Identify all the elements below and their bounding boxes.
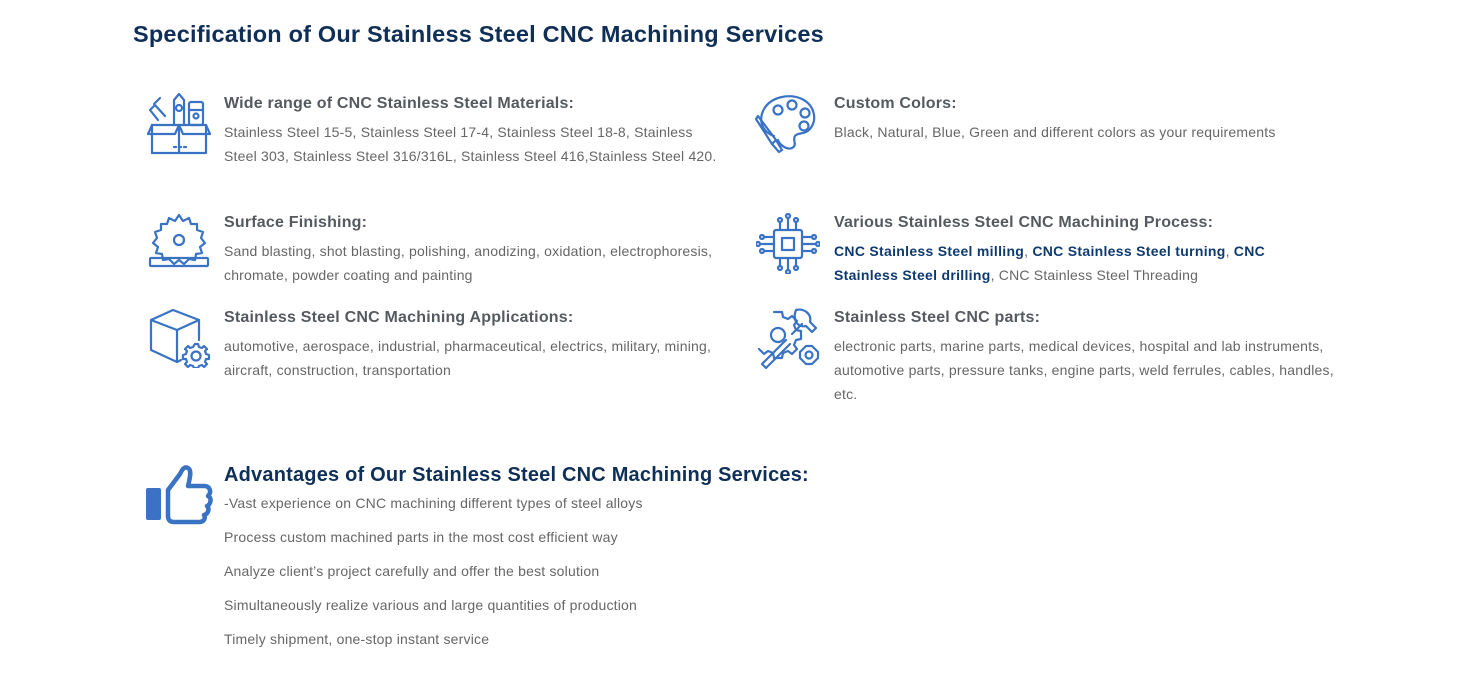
- list-item: Simultaneously realize various and large quantities of production: [224, 597, 638, 613]
- colors-text: Black, Natural, Blue, Green and different colors as your requirements: [834, 124, 1276, 140]
- list-item: Process custom machined parts in the most cost efficient way: [224, 529, 618, 545]
- toolbox-icon: [146, 92, 212, 158]
- process-heading: Various Stainless Steel CNC Machining Process:: [834, 214, 1214, 231]
- page-title: Specification of Our Stainless Steel CNC Machining Services: [133, 21, 824, 47]
- finishing-heading: Surface Finishing:: [224, 214, 368, 231]
- materials-heading: Wide range of CNC Stainless Steel Materials:: [224, 95, 575, 112]
- wrench-gear-icon: [756, 306, 820, 370]
- process-separator: ,: [1024, 243, 1033, 259]
- process-tail: , CNC Stainless Steel Threading: [990, 267, 1199, 283]
- milling-link[interactable]: CNC Stainless Steel milling: [834, 243, 1025, 259]
- turning-link[interactable]: CNC Stainless Steel turning: [1032, 243, 1226, 259]
- list-item: Timely shipment, one-stop instant service: [224, 631, 490, 647]
- drilling-link[interactable]: CNC Stainless Steel drilling: [834, 243, 1266, 283]
- advantages-list: [224, 492, 643, 662]
- saw-blade-icon: [146, 212, 212, 272]
- parts-text: electronic parts, marine parts, medical devices, hospital and lab instruments, automotive parts, pressure tanks, engine parts, weld ferrules, cables, handles, etc.: [834, 338, 1334, 402]
- thumbs-up-icon: [144, 464, 214, 526]
- colors-heading: Custom Colors:: [834, 95, 957, 112]
- applications-text: automotive, aerospace, industrial, pharmaceutical, electrics, military, mining, aircraft, construction, transportation: [224, 338, 712, 378]
- list-item: Analyze client’s project carefully and offer the best solution: [224, 563, 600, 579]
- palette-icon: [754, 92, 820, 156]
- advantages-title: Advantages of Our Stainless Steel CNC Machining Services:: [224, 464, 809, 486]
- materials-text: Stainless Steel 15-5, Stainless Steel 17-4, Stainless Steel 18-8, Stainless Steel 303, Stainless Steel 316/316L, Stainless Steel 416,Stainless Steel 420.: [224, 124, 717, 164]
- list-item: -Vast experience on CNC machining different types of steel alloys: [224, 495, 643, 511]
- cube-gear-icon: [147, 306, 213, 368]
- process-separator: ,: [1225, 243, 1234, 259]
- chip-icon: [756, 212, 820, 274]
- parts-heading: Stainless Steel CNC parts:: [834, 309, 1041, 326]
- process-text: [834, 239, 1304, 287]
- applications-heading: Stainless Steel CNC Machining Applications:: [224, 309, 574, 326]
- finishing-text: Sand blasting, shot blasting, polishing, anodizing, oxidation, electrophoresis, chromate, powder coating and painting: [224, 243, 713, 283]
